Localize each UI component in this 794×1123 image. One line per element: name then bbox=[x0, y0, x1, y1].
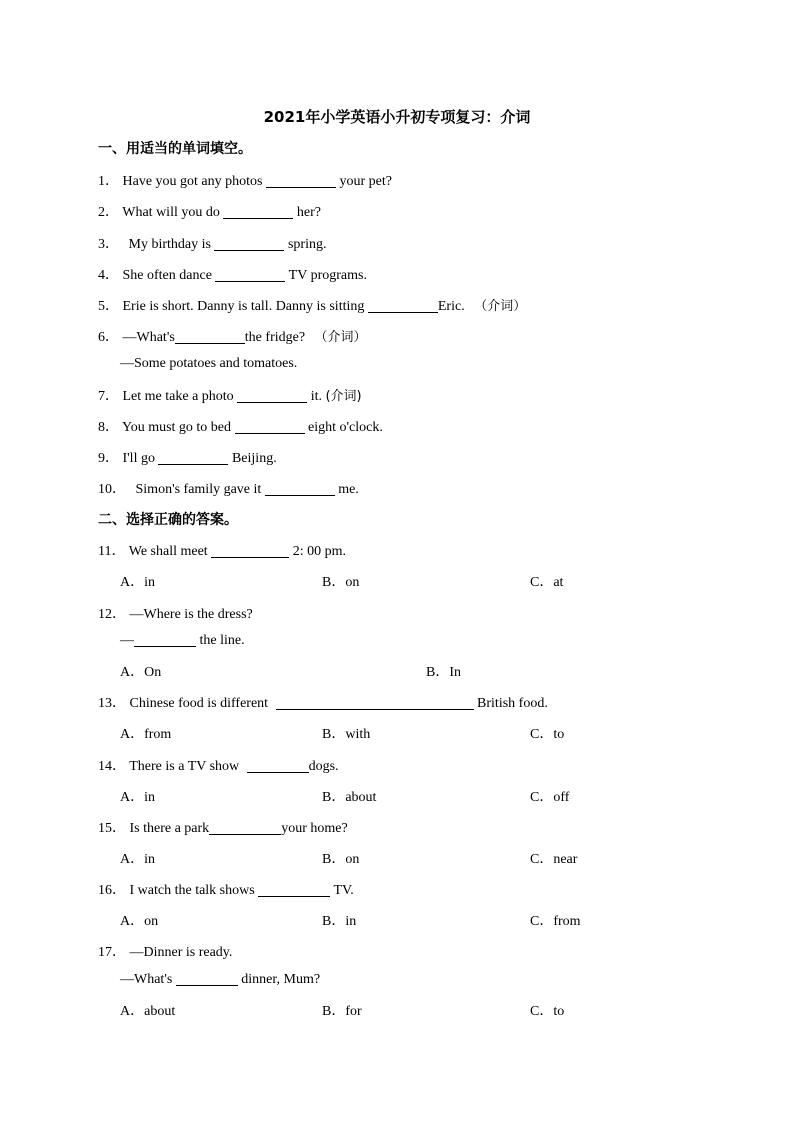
question-15: 15． Is there a park your home? bbox=[98, 821, 348, 836]
page-title: 2021年小学英语小升初专项复习：介词 bbox=[263, 108, 531, 126]
question-11: 11． We shall meet 2: 00 pm. bbox=[98, 544, 346, 559]
question-12-reply: — the line. bbox=[120, 633, 245, 648]
question-17-reply: —What's dinner, Mum? bbox=[120, 972, 321, 987]
option-b[interactable]: B．on bbox=[322, 852, 360, 867]
option-a[interactable]: A．on bbox=[120, 914, 159, 929]
question-17: 17． —Dinner is ready. bbox=[98, 945, 233, 960]
question-2: 2． What will you do her? bbox=[98, 205, 321, 220]
answer-blank[interactable] bbox=[215, 267, 285, 282]
option-a[interactable]: A．in bbox=[120, 790, 155, 805]
answer-blank[interactable] bbox=[247, 758, 309, 773]
question-14: 14． There is a TV show dogs. bbox=[98, 759, 339, 774]
answer-blank[interactable] bbox=[214, 236, 284, 251]
option-b[interactable]: B．for bbox=[322, 1004, 362, 1019]
option-c[interactable]: C．at bbox=[530, 575, 564, 590]
option-b[interactable]: B．with bbox=[322, 727, 371, 742]
option-c[interactable]: C．off bbox=[530, 790, 570, 805]
answer-blank[interactable] bbox=[175, 329, 245, 344]
answer-blank[interactable] bbox=[258, 882, 330, 897]
option-b[interactable]: B．on bbox=[322, 575, 360, 590]
answer-blank[interactable] bbox=[211, 543, 289, 558]
question-7: 7． Let me take a photo it. (介词) bbox=[98, 389, 362, 404]
answer-blank[interactable] bbox=[176, 971, 238, 986]
answer-blank[interactable] bbox=[265, 481, 335, 496]
answer-blank[interactable] bbox=[223, 204, 293, 219]
question-8: 8． You must go to bed eight o'clock. bbox=[98, 420, 383, 435]
option-a[interactable]: A．in bbox=[120, 852, 155, 867]
option-c[interactable]: C．to bbox=[530, 1004, 565, 1019]
answer-blank[interactable] bbox=[237, 388, 307, 403]
option-a[interactable]: A．about bbox=[120, 1004, 176, 1019]
option-c[interactable]: C．from bbox=[530, 914, 581, 929]
section-heading-fill-blanks: 一、用适当的单词填空。 bbox=[98, 141, 252, 157]
question-13: 13． Chinese food is different British food. bbox=[98, 696, 548, 711]
question-10: 10． Simon's family gave it me. bbox=[98, 482, 359, 497]
answer-blank[interactable] bbox=[209, 820, 281, 835]
option-c[interactable]: C．to bbox=[530, 727, 565, 742]
question-1: 1． Have you got any photos your pet? bbox=[98, 174, 392, 189]
option-a[interactable]: A．On bbox=[120, 665, 162, 680]
question-12: 12． —Where is the dress? bbox=[98, 607, 253, 622]
section-heading-multiple-choice: 二、选择正确的答案。 bbox=[98, 512, 238, 528]
option-a[interactable]: A．in bbox=[120, 575, 155, 590]
answer-blank[interactable] bbox=[235, 419, 305, 434]
answer-blank[interactable] bbox=[368, 298, 438, 313]
question-9: 9． I'll go Beijing. bbox=[98, 451, 277, 466]
option-b[interactable]: B．In bbox=[426, 665, 461, 680]
option-b[interactable]: B．in bbox=[322, 914, 357, 929]
question-5: 5． Erie is short. Danny is tall. Danny is sitting Eric. （介词） bbox=[98, 299, 527, 314]
answer-blank[interactable] bbox=[134, 632, 196, 647]
question-16: 16． I watch the talk shows TV. bbox=[98, 883, 354, 898]
question-3: 3． My birthday is spring. bbox=[98, 237, 327, 252]
option-a[interactable]: A．from bbox=[120, 727, 172, 742]
option-b[interactable]: B．about bbox=[322, 790, 377, 805]
answer-blank[interactable] bbox=[266, 173, 336, 188]
question-6: 6． —What's the fridge? （介词） bbox=[98, 330, 367, 345]
answer-blank[interactable] bbox=[276, 695, 474, 710]
option-c[interactable]: C．near bbox=[530, 852, 578, 867]
answer-blank[interactable] bbox=[158, 450, 228, 465]
question-6-reply: —Some potatoes and tomatoes. bbox=[120, 356, 298, 371]
question-4: 4． She often dance TV programs. bbox=[98, 268, 367, 283]
